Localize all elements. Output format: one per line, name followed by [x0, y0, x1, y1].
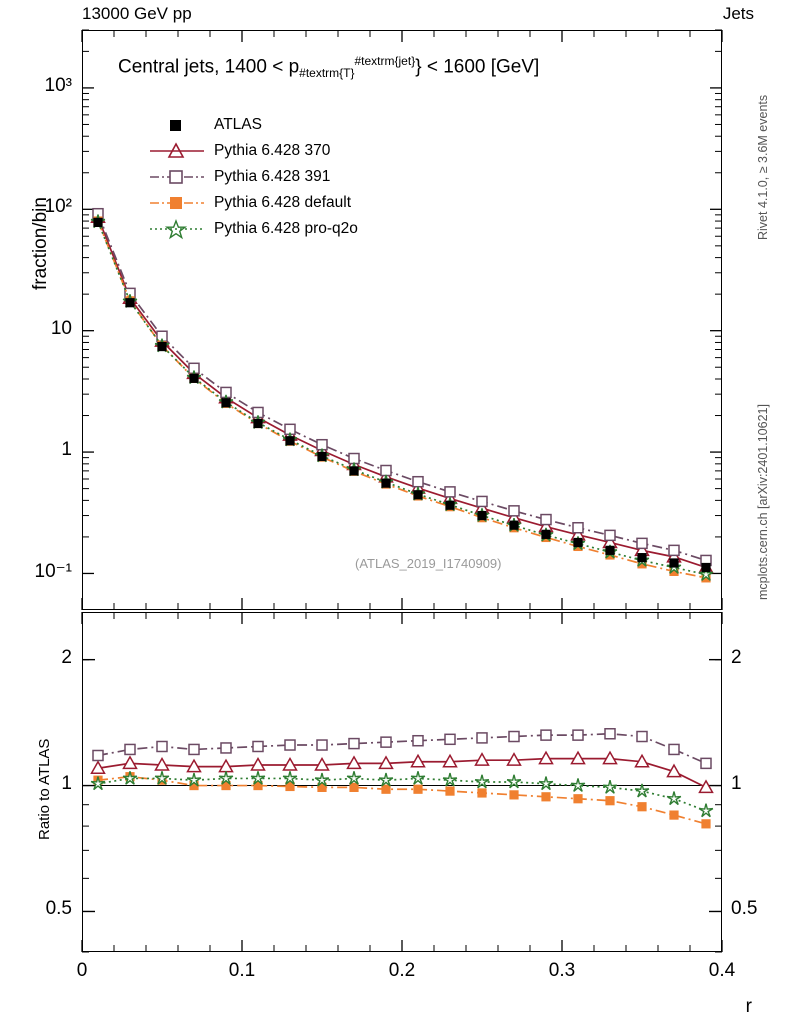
plot-title-post: } < 1600 [GeV]: [415, 56, 540, 78]
tick-label: 10: [50, 317, 72, 339]
plot-title-sub: #textrm{T}: [299, 66, 355, 81]
tick-label: 0.5: [731, 898, 758, 920]
header-right: Jets: [722, 4, 754, 23]
y-axis-label-main: fraction/bin: [30, 197, 51, 290]
legend-label-atlas: ATLAS: [214, 116, 262, 133]
tick-label: 2: [61, 646, 72, 668]
mcplots-source-label: mcplots.cern.ch [arXiv:2401.10621]: [756, 404, 770, 600]
tick-label: 1: [61, 772, 72, 794]
header-left: 13000 GeV pp: [82, 4, 192, 23]
tick-label: 0.2: [388, 960, 416, 981]
tick-label: 0.1: [228, 960, 256, 981]
legend-label-pythia-proq2o: Pythia 6.428 pro-q2o: [214, 220, 358, 237]
tick-label: 0.5: [45, 898, 72, 920]
tick-label: 0: [76, 960, 88, 981]
rivet-version-label: Rivet 4.1.0, ≥ 3.6M events: [756, 94, 770, 240]
legend-label-pythia-default: Pythia 6.428 default: [214, 194, 352, 211]
tick-label: 2: [731, 646, 742, 668]
legend-label-pythia-391: Pythia 6.428 391: [214, 168, 331, 185]
x-axis-label: r: [745, 996, 752, 1017]
tick-label: 10³: [44, 74, 72, 96]
tick-label: 0.4: [708, 960, 736, 981]
tick-label: 10²: [44, 196, 72, 218]
y-axis-label-ratio: Ratio to ATLAS: [36, 738, 53, 840]
analysis-id-watermark: (ATLAS_2019_I1740909): [355, 556, 502, 571]
tick-label: 10⁻¹: [34, 561, 72, 583]
tick-label: 0.3: [548, 960, 576, 981]
plot-title-sup: #textrm{jet}: [354, 54, 416, 68]
legend-label-pythia-370: Pythia 6.428 370: [214, 142, 331, 159]
tick-label: 1: [61, 439, 72, 461]
plot-title-pre: Central jets, 1400 < p: [118, 56, 300, 78]
tick-label: 1: [731, 772, 742, 794]
